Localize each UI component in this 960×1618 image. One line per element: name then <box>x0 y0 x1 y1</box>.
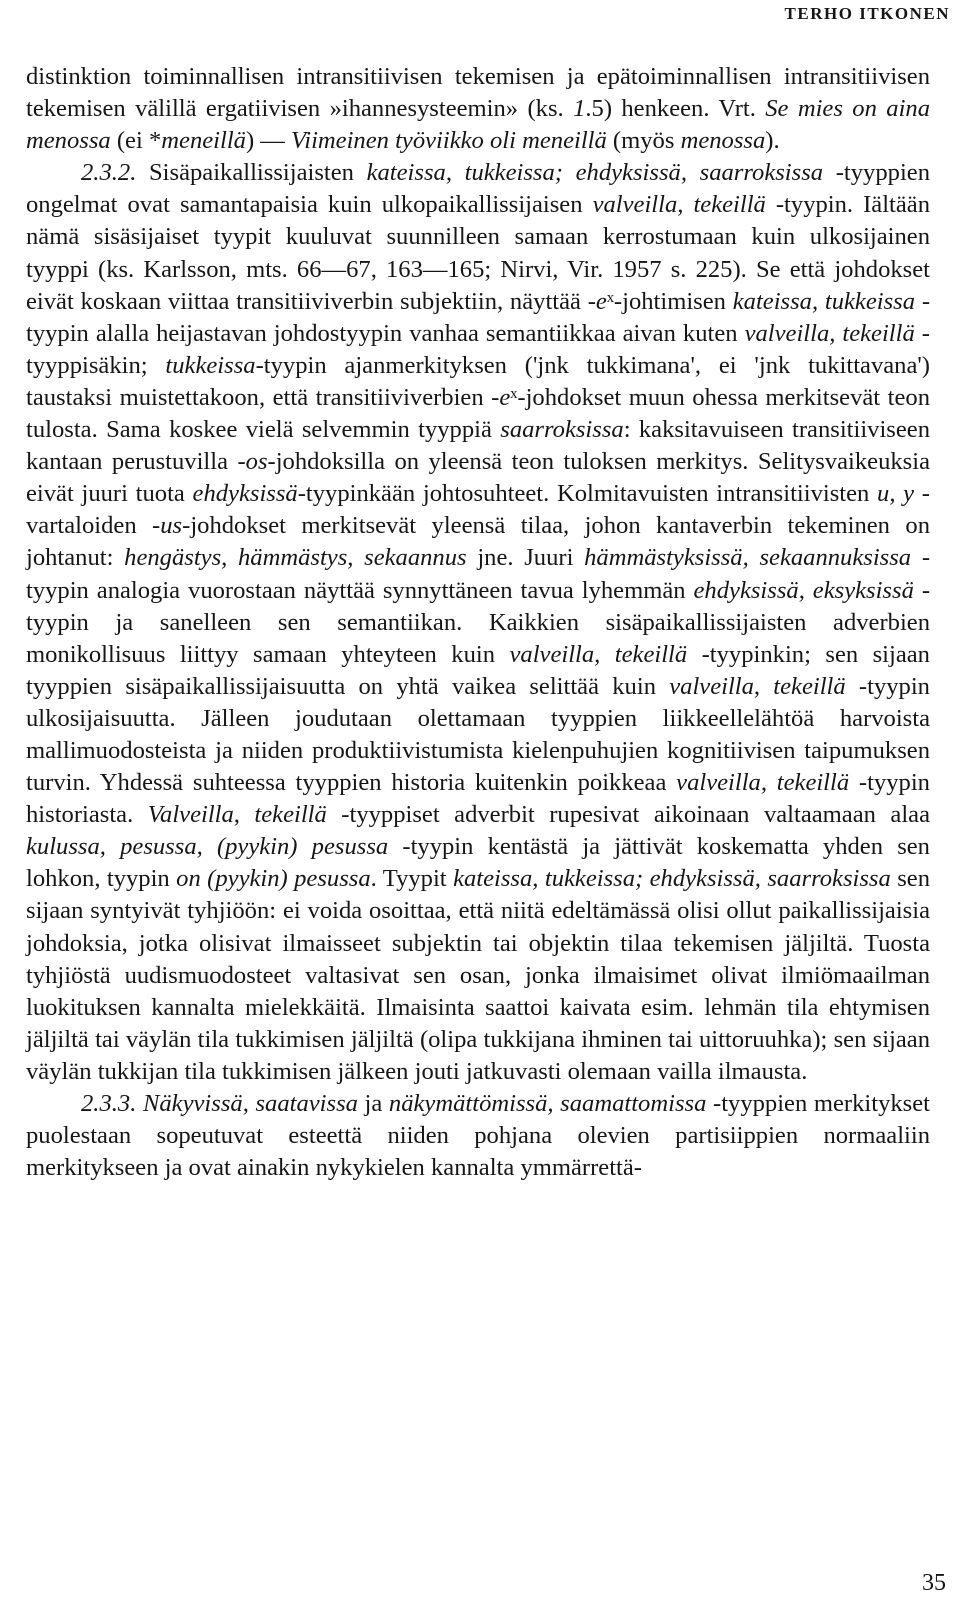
italic-run: Viimeinen työviikko oli meneillä <box>291 127 607 155</box>
paragraph-2-3-3 <box>26 1088 930 1184</box>
italic-run: 2.3.2. <box>81 159 137 187</box>
italic-run: e <box>595 287 607 315</box>
italic-run: u, y <box>877 480 915 508</box>
text-run: Sisäpaikallissijaisten <box>136 159 367 187</box>
text-run <box>136 1090 143 1117</box>
text-run: -johdoksilla on yleensä teon tuloksen merkitys. Selitysvaikeuksia eivät juuri tuota <box>26 448 930 508</box>
text-run: -vartaloiden - <box>26 480 931 540</box>
text-run: jne. Juuri <box>466 544 585 572</box>
text-run: -tyypin analogia vuorostaan näyttää synnyttäneen tavua lyhemmän <box>26 544 931 604</box>
text-run: ) — <box>245 127 292 155</box>
italic-run: hengästys, hämmästys, sekaannus <box>124 544 467 572</box>
italic-run: valveilla, tekeillä <box>669 672 846 700</box>
italic-run: 2.3.3. <box>81 1090 137 1117</box>
page-number: 35 <box>922 1570 946 1596</box>
italic-run: Valveilla, tekeillä <box>147 801 327 829</box>
text-run: -tyypinkään johtosuhteet. Kolmitavuisten intransitiivisten <box>297 480 878 508</box>
text-run: sen sijaan syntyivät tyhjiöön: ei voida osoittaa, että niitä edeltämässä olisi ollut paikallissijaisia johdoksia, jotka olisivat ilmaisseet subjektin tai objektin tilaa tekemisen jäljiltä. Tuosta tyhjiöstä uudismuodosteet valtasivat sen osan, jonka ilmaisimet olivat ilmiömaailman luokituksen kannalta mielekkäitä. Ilmaisinta saattoi kaivata esim. lehmän tila ehtymisen jäljiltä tai väylän tila tukkimisen jäljiltä (olipa tukkijana ihminen tai uittoruuhka); sen sijaan väylän tukkijan tila tukkimisen jälkeen jouti jatkuvasti olemaan vailla ilmausta. <box>26 865 931 1085</box>
running-head: TERHO ITKONEN <box>784 4 950 23</box>
text-run: -tyypin kentästä ja jättivät koskematta yhden sen lohkon, tyypin <box>26 833 930 893</box>
text-run: -tyypin ajanmerkityksen ('jnk tukkimana', ei 'jnk tukittavana') taustaksi muistettakoon, että transitiiviverbien - <box>26 351 930 411</box>
text-run: : kaksitavuiseen transitiiviseen kantaan perustuvilla - <box>26 416 930 476</box>
text-run: ˣ-johtimisen <box>606 287 733 315</box>
italic-run: kateissa, tukkeissa; ehdyksissä, saarroksissa <box>453 865 891 893</box>
italic-run: valveilla, tekeillä <box>744 319 915 347</box>
text-run: -tyyppisäkin; <box>26 319 930 379</box>
italic-run: valveilla, tekeillä <box>592 191 766 219</box>
text-run: (ei * <box>110 127 162 155</box>
text-run: -johdokset merkitsevät yleensä tilaa, johon kantaverbin tekeminen on johtanut: <box>26 512 930 572</box>
text-run: -tyypin ulkosijaisuutta. Jälleen joudutaan olettamaan tyyppien liikkeellelähtöä harvoista mallimuodosteista ja niiden produktiivistumista kielenpuhujien kognitiivisen taipumuksen turvin. Yhdessä suhteessa tyyppien historia kuitenkin poikkeaa <box>26 672 930 797</box>
paragraph-intro <box>26 61 930 157</box>
italic-run: valveilla, tekeillä <box>676 769 850 797</box>
italic-run: 1 <box>573 95 586 123</box>
italic-run: ehdyksissä, eksyksissä <box>693 576 914 604</box>
text-run: -tyypin ja sanelleen sen semantiikan. Kaikkien sisäpaikallissijaisten adverbien monikollisuus liittyy samaan yhteyteen kuin <box>26 576 931 668</box>
italic-run: Näkyvissä, saatavissa <box>142 1090 358 1117</box>
italic-run: e <box>499 383 511 411</box>
text-run: -tyyppiset adverbit rupesivat aikoinaan valtaamaan alaa <box>326 801 930 829</box>
italic-run: menossa <box>680 127 766 155</box>
text-run: ). <box>765 127 780 155</box>
italic-run: ehdyksissä <box>192 480 298 508</box>
text-run: (myös <box>606 127 681 155</box>
text-run: -tyyppien merkitykset puolestaan sopeutuvat esteettä niiden pohjana olevien partisiippien normaaliin merkitykseen ja ovat ainakin nykykielen kannalta ymmärrettä- <box>26 1090 930 1182</box>
italic-run: näkymättömissä, saamattomissa <box>388 1090 707 1117</box>
text-run: distinktion toiminnallisen intransitiivisen tekemisen ja epätoiminnallisen intransitiivisen tekemisen välillä ergatiivisen »ihannesysteemin» (ks. <box>26 63 930 123</box>
text-run: -tyyppien ongelmat ovat samantapaisia kuin ulkopaikallissijaisen <box>26 159 930 219</box>
text-run: -tyypinkin; sen sijaan tyyppien sisäpaikallissijaisuutta on yhtä vaikea selittää kuin <box>26 640 930 700</box>
text-run: -tyypin alalla heijastavan johdostyypin vanhaa semantiikkaa aivan kuten <box>26 287 931 347</box>
italic-run: hämmästyksissä, sekaannuksissa <box>584 544 912 572</box>
text-run: ˣ-johdokset muun ohessa merkitsevät teon tulosta. Sama koskee vielä selvemmin tyyppiä <box>26 383 930 444</box>
italic-run: kulussa, pesussa, (pyykin) pesussa <box>26 833 389 861</box>
paragraph-2-3-2 <box>26 157 930 1088</box>
italic-run: valveilla, tekeillä <box>509 640 688 668</box>
text-run: -tyypin. Iältään nämä sisäsijaiset tyypit kuuluvat suunnilleen samaan kerrostumaan kuin ulkosijainen tyyppi (ks. Karlsson, mts. 66—67, 163—165; Nirvi, Vir. 1957 s. 225). Se että johdokset eivät koskaan viittaa transitiiviverbin subjektiin, näyttää - <box>26 191 931 315</box>
italic-run: tukkeissa <box>165 351 256 379</box>
text-run: ja <box>357 1090 389 1117</box>
italic-run: saarroksissa <box>500 416 624 444</box>
italic-run: us <box>160 512 183 540</box>
italic-run: os <box>245 448 268 476</box>
italic-run: on (pyykin) pesussa <box>176 865 371 893</box>
italic-run: kateissa, tukkeissa; ehdyksissä, saarroksissa <box>366 159 824 187</box>
text-run: . Tyypit <box>370 865 454 893</box>
text-run: .5) henkeen. Vrt. <box>585 95 766 123</box>
text-run: -tyypin historiasta. <box>26 769 930 829</box>
italic-run: meneillä <box>161 127 246 155</box>
body-text <box>26 61 930 1184</box>
italic-run: kateissa, tukkeissa <box>732 287 916 315</box>
italic-run: Se mies on aina menossa <box>26 95 930 155</box>
